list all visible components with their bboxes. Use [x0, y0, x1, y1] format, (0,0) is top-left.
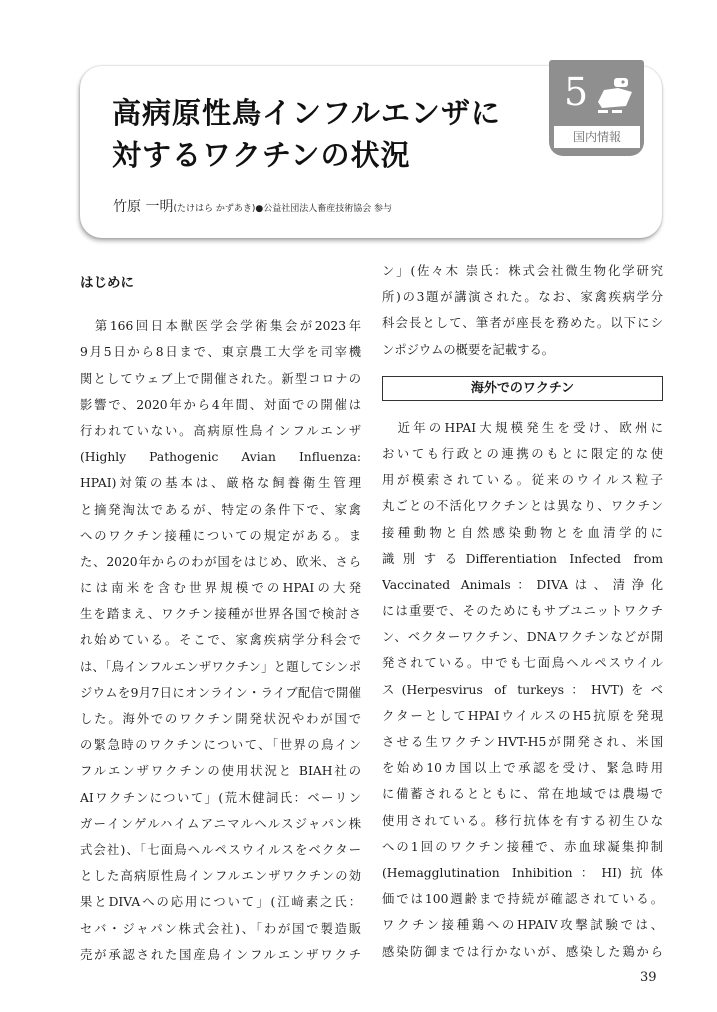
- body-line: 丸ごとの不活化ワクチンとは異なり、ワクチン: [382, 499, 663, 514]
- body-line: おいても行政との連携のもとに限定的な使: [382, 446, 663, 461]
- body-line: (Highly Pathogenic Avian Influenza:: [80, 450, 361, 465]
- author-name: 竹原 一明: [113, 199, 174, 215]
- category-number: 5: [564, 70, 589, 114]
- body-line: 式会社)、「七面鳥ヘルペスウイルスをベクター: [80, 842, 361, 857]
- body-line: 価では100週齢まで持続が確認されている。: [382, 892, 663, 907]
- body-line: セバ・ジャパン株式会社)、「わが国で製造販: [80, 921, 361, 936]
- body-line: 使用されている。移行抗体を有する初生ひな: [382, 813, 663, 828]
- body-line: 用が模索されている。従来のウイルス粒子: [382, 473, 663, 488]
- body-line: は、「鳥インフルエンザワクチン」と題してシンポ: [80, 659, 361, 674]
- body-line: 発されている。中でも七面鳥ヘルペスウイル: [382, 656, 663, 671]
- body-line: 識別するDifferentiation Infected from: [382, 551, 663, 566]
- body-line: には南米を含む世界規模でのHPAIの大発: [80, 581, 361, 596]
- body-line: した。海外でのワクチン開発状況やわが国で: [80, 712, 361, 726]
- body-line: 関としてウェブ上で開催された。新型コロナの: [80, 371, 361, 386]
- body-line: ス(Herpesvirus of turkeys：HVT)をベ: [382, 682, 663, 697]
- body-line: ジウムを9月7日にオンライン・ライブ配信で開催: [80, 685, 361, 700]
- body-line: ンポジウムの概要を記載する。: [382, 342, 555, 357]
- body-line: Vaccinated Animals：DIVAは、清浄化: [382, 577, 663, 592]
- body-line: に備蓄されるとともに、常在地域では農場で: [382, 787, 663, 802]
- category-label: 国内情報: [554, 126, 640, 148]
- body-line: への1回のワクチン接種で、赤血球凝集抑制: [382, 839, 663, 854]
- body-line: AIワクチンについて」(荒木健詞氏：ベーリン: [80, 790, 361, 805]
- body-line: ン、ベクターワクチン、DNAワクチンなどが開: [382, 630, 663, 645]
- title-line-2: 対するワクチンの状況: [112, 138, 411, 172]
- body-line: 果とDIVAへの応用について」(江﨑素之氏：: [80, 895, 361, 910]
- left-column: [80, 270, 361, 968]
- body-line: ン」(佐々木 崇氏：株式会社微生物化学研究: [382, 264, 663, 278]
- section-heading-overseas: 海外でのワクチン: [382, 376, 663, 401]
- body-line: れ始めている。そこで、家禽疾病学分科会で: [80, 633, 361, 648]
- body-line: た、2020年からのわが国をはじめ、欧米、さら: [80, 554, 361, 569]
- body-line: させる生ワクチンHVT-H5が開発され、米国: [382, 735, 663, 749]
- body-line: 接種動物と自然感染動物とを血清学的に: [382, 525, 663, 540]
- body-line: 売が承認された国産鳥インフルエンザワクチ: [80, 947, 361, 962]
- body-line: の緊急時のワクチンについて、「世界の鳥イン: [80, 738, 361, 753]
- author-affiliation: ●公益社団法人畜産技術協会 参与: [255, 204, 393, 214]
- body-line: 生を踏まえ、ワクチン接種が世界各国で検討さ: [80, 607, 361, 622]
- body-line: 近年のHPAI大規模発生を受け、欧州に: [382, 420, 663, 435]
- body-line: 科会長として、筆者が座長を務めた。以下にシ: [382, 316, 663, 331]
- page-number: 39: [640, 970, 657, 985]
- body-line: を始め10カ国以上で承認を受け、緊急時用: [382, 761, 663, 776]
- body-line: クターとしてHPAIウイルスのH5抗原を発現: [382, 708, 663, 723]
- body-line: 所)の3題が講演された。なお、家禽疾病学分: [382, 290, 663, 305]
- body-line: (Hemagglutination Inhibition：HI)抗体: [382, 865, 663, 880]
- body-line: 第166回日本獣医学会学術集会が2023年: [80, 319, 361, 334]
- author-reading: (たけはら かずあき): [173, 204, 256, 214]
- title-line-1: 高病原性鳥インフルエンザに: [112, 96, 501, 130]
- body-line: ワクチン接種鶏へのHPAIV攻撃試験では、: [382, 918, 663, 933]
- article-title: [112, 92, 552, 176]
- body-line: HPAI)対策の基本は、厳格な飼養衛生管理: [80, 476, 361, 491]
- body-line: へのワクチン接種についての規定がある。ま: [80, 528, 361, 543]
- body-line: と摘発淘汰であるが、特定の条件下で、家禽: [80, 502, 361, 517]
- body-line: 影響で、2020年から4年間、対面での開催は: [80, 397, 361, 412]
- body-line: とした高病原性鳥インフルエンザワクチンの効: [80, 869, 361, 884]
- body-line: フルエンザワクチンの使用状況と BIAH社の: [80, 764, 361, 779]
- body-line: 感染防御までは行かないが、感染した鶏から: [382, 944, 663, 959]
- body-line: 9月5日から8日まで、東京農工大学を司宰機: [80, 345, 361, 360]
- section-heading-intro: はじめに: [80, 275, 134, 291]
- body-line: ガーインゲルハイムアニマルヘルスジャパン株: [80, 816, 361, 831]
- right-column: [382, 258, 663, 965]
- chicken-icon: [592, 72, 636, 116]
- body-line: 行われていない。高病原性鳥インフルエンザ: [80, 423, 361, 438]
- body-line: には重要で、そのためにもサブユニットワクチ: [382, 604, 663, 619]
- author-line: [113, 196, 392, 216]
